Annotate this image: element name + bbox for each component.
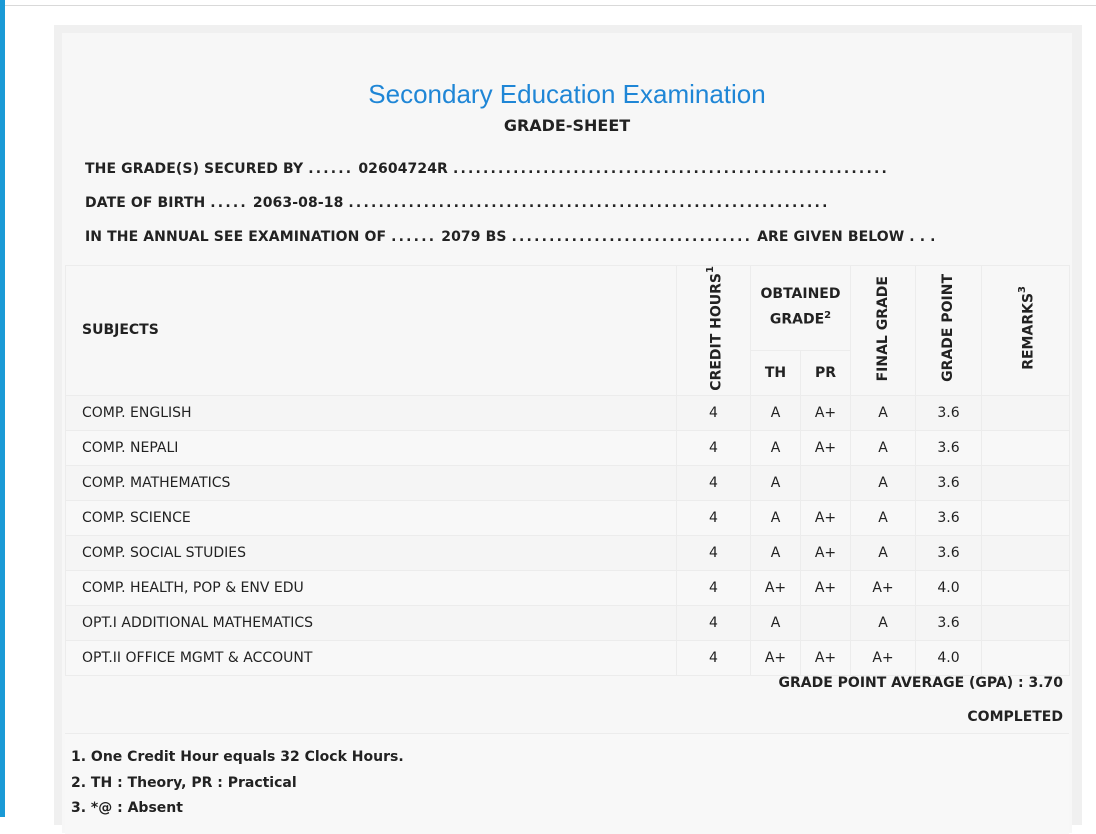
- pr-header: PR: [801, 350, 851, 395]
- footnote-th-pr: 2. TH : Theory, PR : Practical: [71, 775, 297, 791]
- left-accent-bar: [0, 0, 5, 817]
- remarks-cell: [982, 605, 1070, 640]
- dob-value: 2063-08-18: [252, 195, 344, 211]
- final-grade-cell: A: [851, 395, 916, 430]
- table-row: [66, 395, 1070, 430]
- top-border: [0, 0, 1096, 6]
- grade-point-cell: 3.6: [916, 465, 982, 500]
- remarks-cell: [982, 430, 1070, 465]
- grade-point-cell: 4.0: [916, 570, 982, 605]
- table-row: [66, 640, 1070, 675]
- grade-point-cell: 3.6: [916, 605, 982, 640]
- credit-hours-cell: 4: [677, 640, 751, 675]
- subject-cell: COMP. SOCIAL STUDIES: [66, 535, 677, 570]
- remarks-cell: [982, 640, 1070, 675]
- exam-title: Secondary Education Examination: [368, 79, 766, 109]
- table-row: [66, 535, 1070, 570]
- secured-by-label: THE GRADE(S) SECURED BY: [85, 161, 304, 177]
- remarks-cell: [982, 570, 1070, 605]
- final-grade-cell: A+: [851, 640, 916, 675]
- secured-by-line: THE GRADE(S) SECURED BY ...... 02604724R ..........................................................: [85, 161, 890, 177]
- final-grade-cell: A: [851, 465, 916, 500]
- th-grade-cell: A: [751, 465, 801, 500]
- credit-hours-cell: 4: [677, 570, 751, 605]
- credit-hours-cell: 4: [677, 535, 751, 570]
- subject-cell: COMP. MATHEMATICS: [66, 465, 677, 500]
- table-row: [66, 500, 1070, 535]
- credit-hours-header: CREDIT HOURS$^1$: [677, 266, 751, 396]
- pr-grade-cell: [801, 605, 851, 640]
- gpa-label: GRADE POINT AVERAGE (GPA) :: [778, 675, 1024, 691]
- footnote-absent: 3. *@ : Absent: [71, 800, 183, 816]
- final-grade-cell: A: [851, 535, 916, 570]
- grade-point-cell: 3.6: [916, 395, 982, 430]
- th-grade-cell: A+: [751, 570, 801, 605]
- subject-cell: COMP. ENGLISH: [66, 395, 677, 430]
- grade-point-cell: 3.6: [916, 500, 982, 535]
- th-grade-cell: A: [751, 395, 801, 430]
- table-row: [66, 570, 1070, 605]
- grade-sheet-heading: GRADE-SHEET: [503, 116, 631, 135]
- grade-point-header: GRADE POINT: [916, 266, 982, 396]
- exam-line: IN THE ANNUAL SEE EXAMINATION OF ...... 2079 BS ................................ ARE GIVEN BELOW . . .: [85, 229, 936, 245]
- grade-table: [65, 265, 1070, 676]
- pr-grade-cell: A+: [801, 430, 851, 465]
- grade-point-cell: 4.0: [916, 640, 982, 675]
- grade-sheet-card: [62, 33, 1072, 833]
- final-grade-header: FINAL GRADE: [851, 266, 916, 396]
- pr-grade-cell: A+: [801, 570, 851, 605]
- th-header: TH: [751, 350, 801, 395]
- gpa-line: [779, 675, 1064, 691]
- pr-grade-cell: A+: [801, 395, 851, 430]
- th-grade-cell: A: [751, 605, 801, 640]
- credit-hours-cell: 4: [677, 465, 751, 500]
- gpa-value: 3.70: [1028, 675, 1063, 691]
- table-row: [66, 465, 1070, 500]
- final-grade-cell: A: [851, 430, 916, 465]
- th-grade-cell: A+: [751, 640, 801, 675]
- dob-label: DATE OF BIRTH: [85, 195, 206, 211]
- remarks-cell: [982, 535, 1070, 570]
- pr-grade-cell: A+: [801, 500, 851, 535]
- remarks-cell: [982, 500, 1070, 535]
- remarks-cell: [982, 395, 1070, 430]
- remarks-cell: [982, 465, 1070, 500]
- subject-cell: COMP. HEALTH, POP & ENV EDU: [66, 570, 677, 605]
- subject-cell: COMP. NEPALI: [66, 430, 677, 465]
- footnotes: [65, 733, 1069, 834]
- grade-point-cell: 3.6: [916, 535, 982, 570]
- exam-label: IN THE ANNUAL SEE EXAMINATION OF: [85, 229, 387, 245]
- footnote-credit-hour: 1. One Credit Hour equals 32 Clock Hours.: [71, 749, 404, 765]
- result-status: COMPLETED: [967, 709, 1063, 725]
- grade-sheet-container: [54, 25, 1082, 825]
- obtained-grade-header: OBTAINED GRADE$^2$: [751, 266, 851, 351]
- exam-year: 2079 BS: [441, 229, 507, 245]
- subjects-header: SUBJECTS: [66, 266, 677, 396]
- table-row: [66, 605, 1070, 640]
- credit-hours-cell: 4: [677, 605, 751, 640]
- th-grade-cell: A: [751, 430, 801, 465]
- final-grade-cell: A+: [851, 570, 916, 605]
- final-grade-cell: A: [851, 500, 916, 535]
- symbol-number: 02604724R: [358, 161, 448, 177]
- pr-grade-cell: A+: [801, 535, 851, 570]
- credit-hours-cell: 4: [677, 500, 751, 535]
- subject-cell: OPT.II OFFICE MGMT & ACCOUNT: [66, 640, 677, 675]
- credit-hours-cell: 4: [677, 430, 751, 465]
- subject-cell: OPT.I ADDITIONAL MATHEMATICS: [66, 605, 677, 640]
- th-grade-cell: A: [751, 535, 801, 570]
- final-grade-cell: A: [851, 605, 916, 640]
- remarks-header: REMARKS$^3$: [982, 266, 1070, 396]
- grade-point-cell: 3.6: [916, 430, 982, 465]
- dob-line: DATE OF BIRTH ..... 2063-08-18 ................................................................: [85, 195, 830, 211]
- th-grade-cell: A: [751, 500, 801, 535]
- table-row: [66, 430, 1070, 465]
- subject-cell: COMP. SCIENCE: [66, 500, 677, 535]
- given-below-text: ARE GIVEN BELOW . . .: [757, 229, 936, 245]
- pr-grade-cell: A+: [801, 640, 851, 675]
- pr-grade-cell: [801, 465, 851, 500]
- credit-hours-cell: 4: [677, 395, 751, 430]
